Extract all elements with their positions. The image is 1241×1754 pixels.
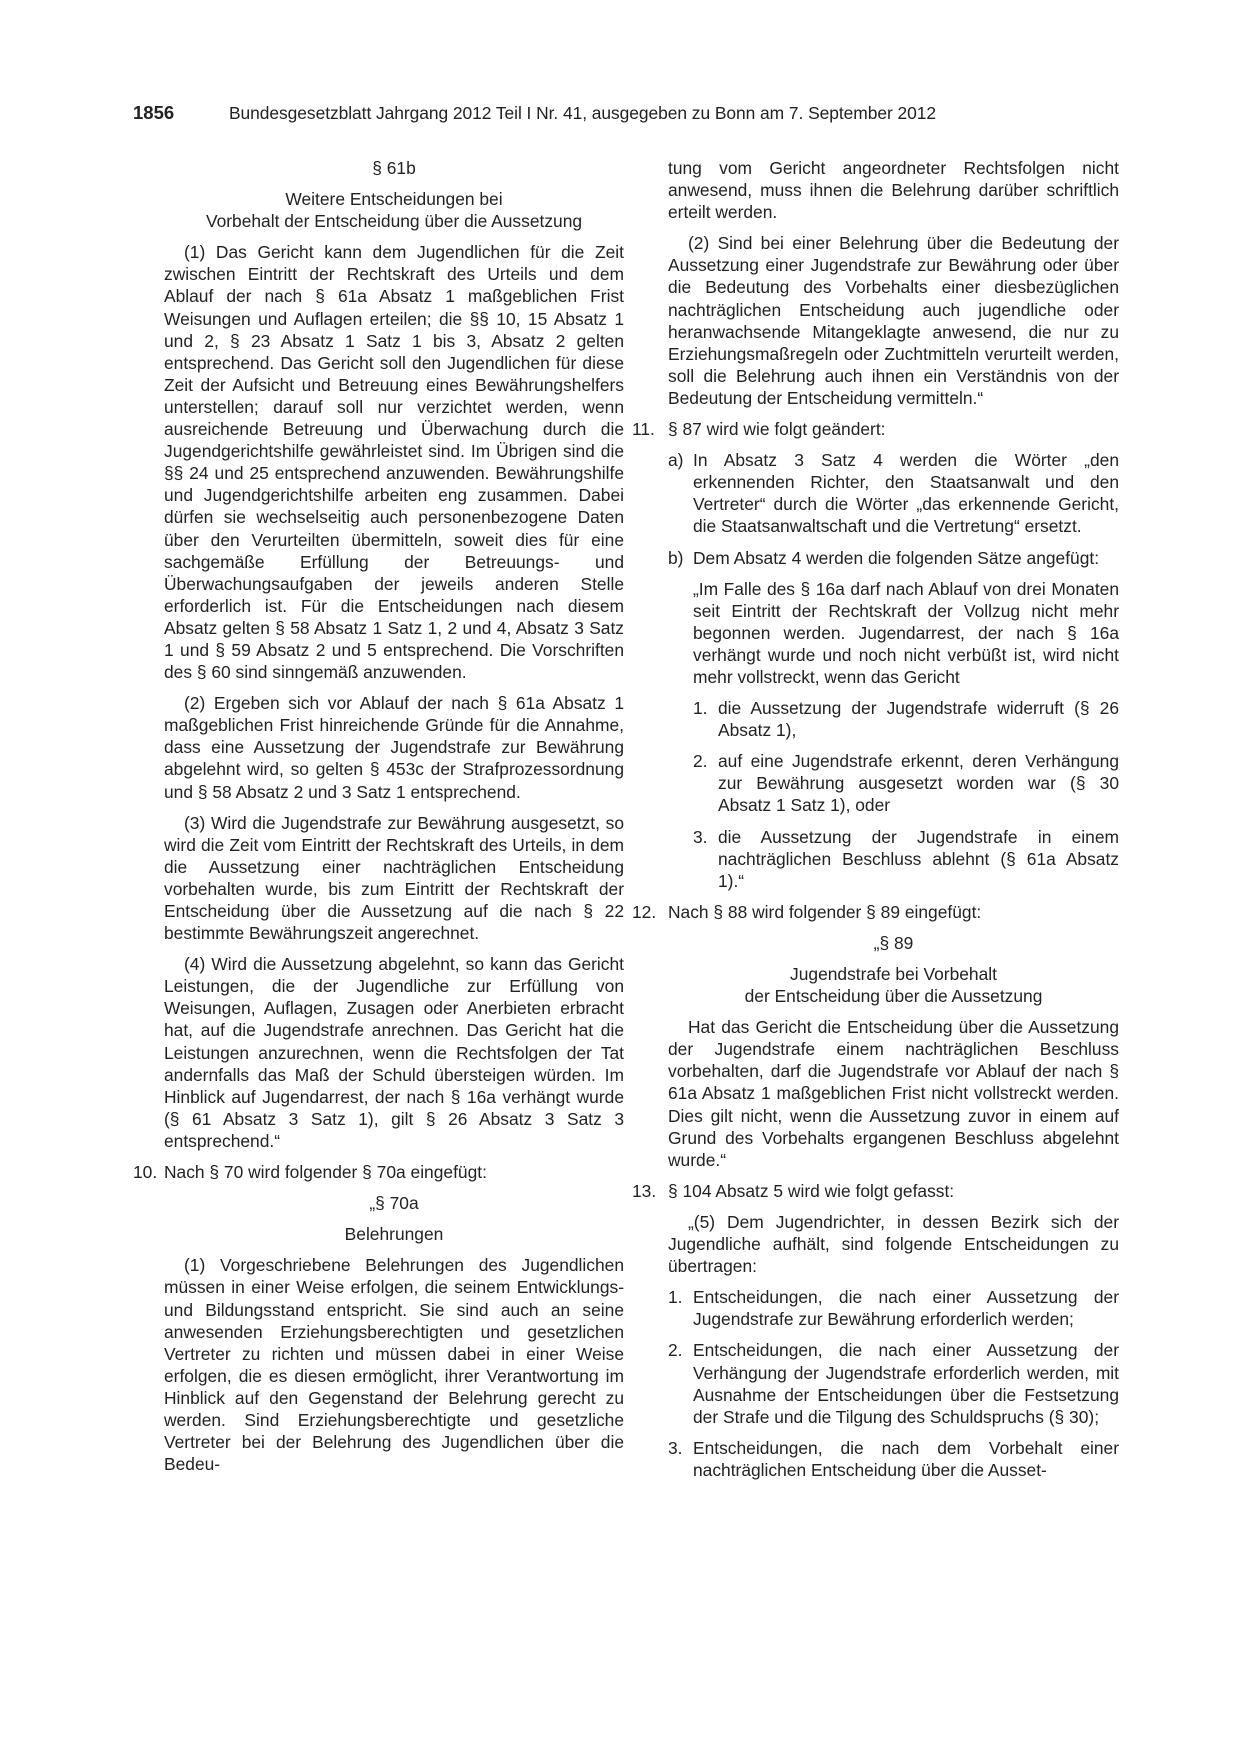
section-70a-title: Belehrungen	[344, 1224, 444, 1245]
section-70a-heading: „§ 70a	[369, 1193, 419, 1214]
paragraph-1: (1) Das Gericht kann dem Jugendlichen für die Zeit zwischen Eintritt der Rechtskraft des Urteils und dem Ablauf der nach § 61a Absatz 1 maßgeblichen Frist Weisungen und Auflagen erteilen; die §§ 10, 15 Absatz 1 und 2, § 23 Absatz 1 Satz 1 bis 3, Absatz 2 gelten entsprechend. Das Gericht soll den Jugendlichen für diese Zeit der Aufsicht und Betreuung eines Bewährungshelfers unterstellen; darauf soll nur verzichtet werden, wenn ausreichende Betreuung und Überwachung durch die Jugendgerichtshilfe gewährleistet sind. Im Übrigen sind die §§ 24 und 25 entsprechend anzuwenden. Bewährungshilfe und Jugendgerichtshilfe arbeiten eng zusammen. Dabei dürfen sie wechselseitig auch personenbezogene Daten über den Verurteilten übermitteln, soweit dies für eine sachgemäße Erfüllung der Betreuungs- und Überwachungsaufgaben der jeweils anderen Stelle erforderlich ist. Für die Entscheidungen nach diesem Absatz gelten § 58 Absatz 1 Satz 1, 2 und 4, Absatz 3 Satz 1 und § 59 Absatz 2 und 5 entsprechend. Die Vorschriften des § 60 sind sinngemäß anzuwenden.	[164, 242, 624, 683]
enum-item	[693, 750, 1119, 816]
enum-text: Entscheidungen, die nach einer Aussetzung der Verhängung der Jugendstrafe erforderlich werden, mit Ausnahme der Entscheidungen über die Festsetzung der Strafe und die Tilgung des Schuldspruchs (§ 30);	[693, 1340, 1119, 1427]
amendment-item-12	[632, 901, 1119, 923]
left-column	[133, 157, 624, 1475]
enum-item	[668, 1437, 1119, 1481]
sub-text: Dem Absatz 4 werden die folgenden Sätze angefügt:	[693, 547, 1100, 568]
enum-text: die Aussetzung der Jugendstrafe in einem nachträglichen Beschluss ablehnt (§ 61a Absatz 1).“	[718, 826, 1119, 891]
enum-item	[693, 826, 1119, 892]
enum-item	[668, 1286, 1119, 1330]
enum-number: 1.	[668, 1287, 683, 1308]
section-89-heading: „§ 89	[873, 932, 914, 953]
enum-text: auf eine Jugendstrafe erkennt, deren Verhängung zur Bewährung ausgesetzt worden war (§ 30 Absatz 1 Satz 1), oder	[718, 751, 1119, 816]
enum-number: 3.	[693, 826, 708, 847]
paragraph-2: (2) Ergeben sich vor Ablauf der nach § 61a Absatz 1 maßgeblichen Frist hinreichende Gründe für die Annahme, dass eine Aussetzung der Jugendstrafe zur Bewährung abgelehnt wird, so gelten § 453c der Strafprozessordnung und § 58 Absatz 2 und 3 Satz 1 entsprechend.	[164, 693, 624, 802]
item-number: 10.	[133, 1162, 158, 1183]
item-number: 13.	[632, 1180, 657, 1201]
section-70a-paragraph-1: (1) Vorgeschriebene Belehrungen des Jugendlichen müssen in einer Weise erfolgen, die seinem Entwicklungs- und Bildungsstand entspricht. Sie sind auch an seine anwesenden Erziehungsberechtigten und gesetzlichen Vertreter zu richten und müssen dabei in einer Weise erfolgen, die es diesen ermöglicht, ihrer Verantwortung im Hinblick auf den Gegenstand der Belehrung gerecht zu werden. Sind Erziehungsberechtigte und gesetzliche Vertreter bei der Belehrung des Jugendlichen über die Bedeu-	[164, 1255, 624, 1475]
section-61b-heading: § 61b	[372, 158, 416, 178]
item-11b-quote: „Im Falle des § 16a darf nach Ablauf von drei Monaten seit Eintritt der Rechtskraft der Vollzug nicht mehr begonnen werden. Jugendarrest, der nach § 16a verhängt wurde und noch nicht verbüßt ist, wird nicht mehr vollstreckt, wenn das Gericht	[693, 578, 1119, 687]
enum-item	[668, 1339, 1119, 1427]
item-11b	[668, 547, 1119, 569]
enum-number: 3.	[668, 1437, 683, 1458]
item-number: 11.	[632, 419, 655, 440]
right-column	[632, 157, 1119, 1481]
item-text: § 87 wird wie folgt geändert:	[668, 419, 886, 440]
item-11a	[668, 449, 1119, 537]
paragraph-4: (4) Wird die Aussetzung abgelehnt, so kann das Gericht Leistungen, die der Jugendliche zur Erfüllung von Weisungen, Auflagen, Zusagen oder Anerbieten erbracht hat, auf die Jugendstrafe anrechnen. Das Gericht hat die Leistungen anzurechnen, wenn die Rechtsfolgen der Tat andernfalls das Maß der Schuld übersteigen würden. Im Hinblick auf Jugendarrest, der nach § 16a verhängt wurde (§ 61 Absatz 3 Satz 1), gilt § 26 Absatz 3 Satz 3 entsprechend.“	[164, 954, 624, 1151]
item-text: § 104 Absatz 5 wird wie folgt gefasst:	[668, 1180, 955, 1201]
amendment-item-11	[632, 418, 1119, 440]
section-89-title-line2: der Entscheidung über die Aussetzung	[744, 986, 1043, 1007]
enum-item	[693, 697, 1119, 741]
page-number: 1856	[133, 102, 175, 123]
enum-number: 1.	[693, 698, 708, 719]
enum-text: die Aussetzung der Jugendstrafe widerruft (§ 26 Absatz 1),	[718, 698, 1119, 741]
enum-number: 2.	[693, 751, 708, 772]
enum-text: Entscheidungen, die nach einer Aussetzung der Jugendstrafe zur Bewährung erforderlich werden;	[693, 1287, 1119, 1330]
item-number: 12.	[632, 901, 657, 922]
enum-text: Entscheidungen, die nach dem Vorbehalt einer nachträglichen Entscheidung über die Ausset-	[693, 1437, 1119, 1480]
enum-number: 2.	[668, 1340, 683, 1361]
section-61b-title-line1: Weitere Entscheidungen bei	[285, 189, 503, 210]
sub-label: a)	[668, 450, 684, 471]
item-text: Nach § 88 wird folgender § 89 eingefügt:	[668, 901, 982, 922]
paragraph-3: (3) Wird die Jugendstrafe zur Bewährung ausgesetzt, so wird die Zeit vom Eintritt der Rechtskraft des Urteils, in dem die Aussetzung einer nachträglichen Entscheidung vorbehalten wurde, bis zum Eintritt der Rechtskraft der Entscheidung über die Aussetzung auf die nach § 22 bestimmte Bewährungszeit angerechnet.	[164, 812, 624, 944]
section-70a-paragraph-2: (2) Sind bei einer Belehrung über die Bedeutung der Aussetzung einer Jugendstrafe zur Bewährung oder über die Bedeutung des Vorbehalts einer diesbezüglichen nachträglichen Entscheidung auch jugendliche oder heranwachsende Mitangeklagte anwesend, die nur zu Erziehungsmaßregeln oder Zuchtmitteln verurteilt werden, soll die Belehrung auch ihnen ein Verständnis von der Bedeutung der Entscheidung vermitteln.“	[668, 233, 1119, 408]
section-61b-title-line2: Vorbehalt der Entscheidung über die Aussetzung	[205, 211, 583, 232]
sub-label: b)	[668, 547, 684, 568]
page-header	[133, 102, 1113, 130]
continued-paragraph: tung vom Gericht angeordneter Rechtsfolgen nicht anwesend, muss ihnen die Belehrung darüber schriftlich erteilt werden.	[668, 158, 1119, 223]
amendment-item-10	[133, 1161, 624, 1183]
item-13-quote: „(5) Dem Jugendrichter, in dessen Bezirk sich der Jugendliche aufhält, sind folgende Entscheidungen zu übertragen:	[668, 1211, 1119, 1277]
section-89-title-line1: Jugendstrafe bei Vorbehalt	[790, 964, 997, 984]
item-text: Nach § 70 wird folgender § 70a eingefügt:	[164, 1162, 487, 1183]
section-89-text: Hat das Gericht die Entscheidung über die Aussetzung der Jugendstrafe einem nachträglichen Beschluss vorbehalten, darf die Jugendstrafe vor Ablauf der nach § 61a Absatz 1 maßgeblichen Frist nicht vollstreckt werden. Dies gilt nicht, wenn die Aussetzung zuvor in einem auf Grund des Vorbehalts ergangenen Beschluss abgelehnt wurde.“	[668, 1017, 1119, 1170]
amendment-item-13	[632, 1180, 1119, 1202]
gazette-title: Bundesgesetzblatt Jahrgang 2012 Teil I Nr. 41, ausgegeben zu Bonn am 7. September 2012	[229, 103, 936, 123]
sub-text: In Absatz 3 Satz 4 werden die Wörter „den erkennenden Richter, den Staatsanwalt und den Vertreter“ durch die Wörter „das erkennende Gericht, die Staatsanwaltschaft und die Vertretung“ ersetzt.	[693, 450, 1119, 537]
